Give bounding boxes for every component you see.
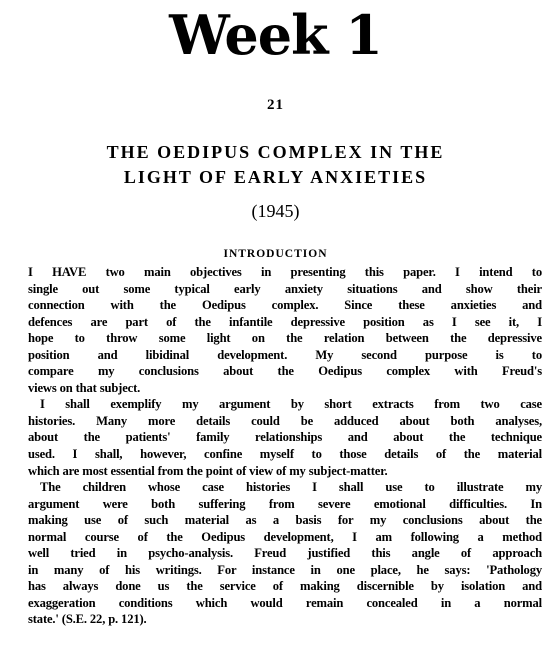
paragraph-1 [28,264,542,396]
section-heading-introduction: INTRODUCTION [223,248,328,260]
text-line: compare my conclusions about the Oedipus complex with Freud's [28,364,542,379]
text-line: position and libidinal development. My second purpose is to [28,347,542,362]
text-line: views on that subject. [28,380,141,395]
text-line: argument were both suffering from severe emotional difficulties. In [28,496,542,511]
text-line: single out some typical early anxiety situations and show their [28,281,542,296]
text-line: hope to throw some light on the relation between the depressive [28,331,542,346]
paragraph-3 [28,479,542,628]
text-line: histories. Many more details could be adduced about both analyses, [28,413,542,428]
week-title: Week 1 [169,3,382,67]
text-line: normal course of the Oedipus development, I am following a method [28,529,542,544]
text-line: used. I shall, however, confine myself to those details of the material [28,447,542,462]
text-line: I shall exemplify my argument by short extracts from two case [40,397,542,412]
text-line: in many of his writings. For instance in one place, he says: 'Pathology [28,562,542,577]
chapter-year: (1945) [251,201,300,221]
chapter-title-line-1: THE OEDIPUS COMPLEX IN THE [106,142,445,162]
text-line: I HAVE two main objectives in presenting this paper. I intend to [28,265,542,279]
text-line: connection with the Oedipus complex. Since these anxieties and [28,298,542,313]
body-text [28,264,542,628]
text-line: which are most essential from the point of view of my subject-matter. [28,463,388,478]
text-line: about the patients' family relationships and about the technique [28,430,542,445]
text-line: has always done us the service of making discernible by isolation and [28,579,542,594]
chapter-title-line-2: LIGHT OF EARLY ANXIETIES [123,167,428,187]
text-line: The children whose case histories I shall use to illustrate my [40,480,542,495]
text-line: exaggeration conditions which would remain concealed in a normal [28,595,542,610]
paragraph-2 [28,396,542,479]
text-line: state.' (S.E. 22, p. 121). [28,612,147,627]
paragraph-opening-words: I HAVE [28,265,87,279]
chapter-number: 21 [267,97,284,113]
chapter-title [0,140,551,190]
text-line: well tried in psycho-analysis. Freud justified this angle of approach [28,546,542,561]
text-line: making use of such material as a basis for my conclusions about the [28,513,542,528]
text-line: defences are part of the infantile depressive position as I see it, I [28,314,542,329]
